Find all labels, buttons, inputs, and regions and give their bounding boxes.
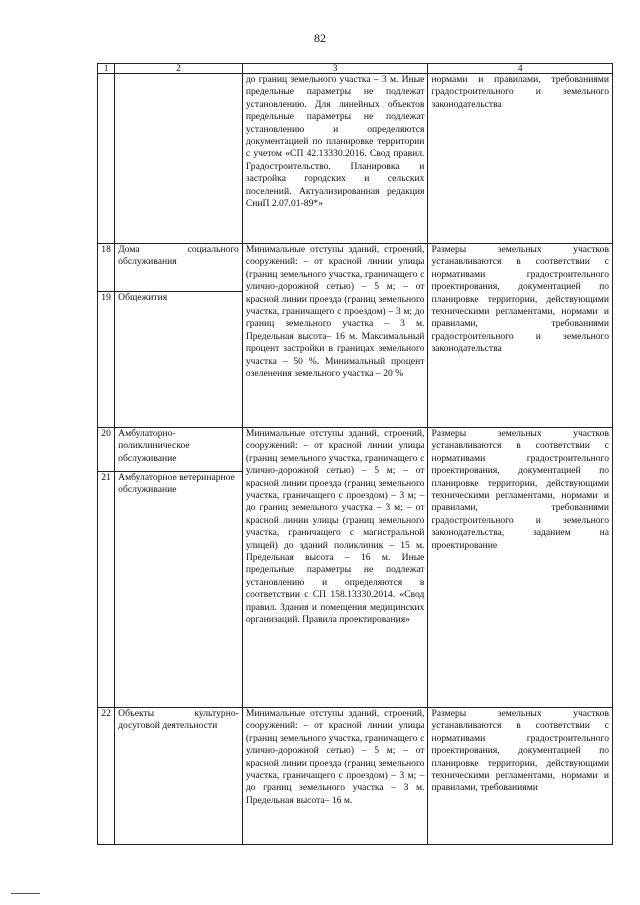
table-row-20 <box>98 428 613 472</box>
zoning-table <box>97 63 613 845</box>
row-18-name: Дома социального обслуживания <box>115 244 243 292</box>
table-row-22 <box>98 708 613 845</box>
row-22-num: 22 <box>98 708 115 845</box>
row-22-norms: Размеры земельных участков устанавливаются в соответствии с нормативами градостроительного проектирования, документацией по планировке территории, действующими техническими регламентами, нормами и правилами, требованиями <box>428 708 613 845</box>
col-header-2: 2 <box>115 64 243 74</box>
row-21-name: Амбулаторное ветеринарное обслуживание <box>115 472 243 708</box>
row-19-name: Общежития <box>115 292 243 428</box>
footer-line <box>11 893 40 894</box>
group2-params-cell: Минимальные отступы зданий, строений, сооружений: – от красной линии улицы (границ земельного участка, граничащего с улично-дорожной сетью) – 5 м; – от красной линии проезда (границ земельного участка, граничащего с проездом) – 3 м; – до границ земельного участка – 3 м; – от красной линии улицы (границ земельного участка, граничащего с магистральной улицей) до зданий поликлиник – 15 м. Предельная высота – 16 м. Иные предельные параметры не подлежат установлению и определяются в соответствии с СП 158.13330.2014. «Свод правил. Здания и помещения медицинских организаций. Правила проектирования» <box>242 428 428 708</box>
page-number: 82 <box>314 31 326 45</box>
col-header-3: 3 <box>242 64 428 74</box>
col-header-1: 1 <box>98 64 115 74</box>
group1-norms-cell: Размеры земельных участков устанавливаются в соответствии с нормативами градостроительного проектирования, документацией по планировке территории, действующими техническими регламентами, нормами и правилами, требованиями градостроительного и земельного законодательства <box>428 244 613 428</box>
row-22-params: Минимальные отступы зданий, строений, сооружений: – от красной линии улицы (границ земельного участка, граничащего с улично-дорожной сетью) – 5 м; – от красной линии проезда (границ земельного участка, граничащего с проездом) – 3 м; – до границ земельного участка – 3 м. Предельная высота– 16 м. <box>242 708 428 845</box>
row-20-num: 20 <box>98 428 115 472</box>
cont-name-cell <box>115 74 243 244</box>
cont-num-cell <box>98 74 115 244</box>
row-22-name: Объекты культурно-досуговой деятельности <box>115 708 243 845</box>
table-row-18 <box>98 244 613 292</box>
row-21-num: 21 <box>98 472 115 708</box>
cont-params-cell: до границ земельного участка – 3 м. Иные предельные параметры не подлежат установлению. Для линейных объектов предельные параметры не подлежат установлению и определяются документацией по планировке территории с учетом «СП 42.13330.2016. Свод правил. Градостроительство. Планировка и застройка городских и сельских поселений. Актуализированная редакция СниП 2.07.01-89*» <box>242 74 428 244</box>
col-header-4: 4 <box>428 64 613 74</box>
cont-norms-cell: нормами и правилами, требованиями градостроительного и земельного законодательства <box>428 74 613 244</box>
row-19-num: 19 <box>98 292 115 428</box>
table-row-continuation <box>98 74 613 244</box>
row-20-name: Амбулаторно-поликлиническое обслуживание <box>115 428 243 472</box>
row-18-num: 18 <box>98 244 115 292</box>
group1-params-cell: Минимальные отступы зданий, строений, сооружений: – от красной линии улицы (границ земельного участка, граничащего с улично-дорожной сетью) – 5 м; – от красной линии проезда (границ земельного участка, граничащего с проездом) – 3 м; до границ земельного участка – 3 м. Предельная высота– 16 м. Максимальный процент застройки в границах земельного участка – 50 %. Минимальный процент озеленения земельного участка – 20 % <box>242 244 428 428</box>
header-row <box>98 64 613 74</box>
group2-norms-cell: Размеры земельных участков устанавливаются в соответствии с нормативами градостроительного проектирования, документацией по планировке территории, действующими техническими регламентами, нормами и правилами, требованиями градостроительного и земельного законодательства, заданием на проектирование <box>428 428 613 708</box>
